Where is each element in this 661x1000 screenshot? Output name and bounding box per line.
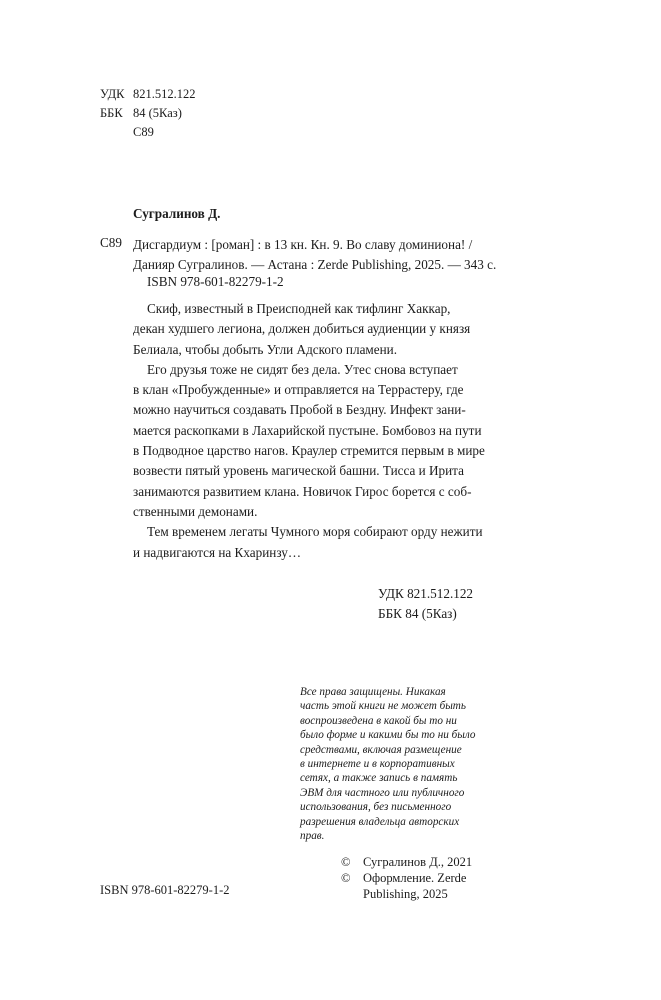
annotation-line: занимаются развитием клана. Новичок Гирос борется с соб- [133,483,472,499]
author-mark-row [100,124,196,143]
annotation-line: в Подводное царство нагов. Краулер стремится первым в мире [133,443,485,459]
copyright-icon: © [341,855,351,869]
annotation-line: и надвигаются на Кхаринзу… [133,544,302,560]
classification-block [100,86,196,143]
isbn-bottom: ISBN 978-601-82279-1-2 [100,883,230,897]
annotation-paragraph-2 [133,360,493,522]
annotation [133,299,493,563]
annotation-line: Его друзья тоже не сидят без дела. Утес снова вступает [147,361,458,377]
rights-line: часть этой книги не может быть [300,700,466,713]
rights-line: средствами, включая размещение [300,743,462,756]
bottom-classification [378,584,473,624]
bibliographic-description [133,235,496,276]
rights-line: разрешения владельца авторских [300,815,460,828]
annotation-line: в клан «Пробужденные» и отправляется на Террастеру, где [133,382,464,398]
copyright-row-1 [341,854,472,870]
annotation-line: Белиала, чтобы добыть Угли Адского пламени. [133,341,398,357]
author-mark: С89 [133,125,154,139]
udk-row [100,86,196,105]
annotation-paragraph-1 [133,299,493,360]
annotation-line: мается раскопками в Лахарийской пустыне. Бомбовоз на пути [133,422,482,438]
copyright-author: Сугралинов Д., 2021 [363,855,473,869]
annotation-line: можно научиться создавать Пробой в Бездну. Инфект зани- [133,402,466,418]
biblio-line-1: Дисгардиум : [роман] : в 13 кн. Кн. 9. Во славу доминиона! / [133,237,473,252]
udk-value: 821.512.122 [133,87,196,101]
rights-line: воспроизведена в какой бы то ни [300,714,457,727]
copyright-icon: © [341,871,351,885]
biblio-author-mark: С89 [100,235,122,250]
annotation-line: Тем временем легаты Чумного моря собирают орду нежити [147,524,483,540]
copyright-design-line-1: Оформление. Zerde [363,871,467,885]
rights-line: сетях, а также запись в память [300,772,458,785]
rights-line: в интернете и в корпоративных [300,758,455,771]
annotation-paragraph-3 [133,522,493,563]
rights-line: Все права защищены. Никакая [300,686,446,698]
copyright-design-line-2: Publishing, 2025 [363,887,448,901]
rights-line: прав. [300,830,325,843]
annotation-line: возвести пятый уровень магической башни. Тисса и Ирита [133,463,464,479]
biblio-line-2: Данияр Сугралинов. — Астана : Zerde Publishing, 2025. — 343 с. [133,257,497,273]
annotation-line: декан худшего легиона, должен добиться аудиенции у князя [133,321,471,337]
udk-label: УДК [100,87,125,101]
bbk-row [100,105,196,124]
rights-line: было форме и какими бы то ни было [300,729,476,742]
bottom-bbk: ББК 84 (5Каз) [378,606,457,621]
rights-line: использования, без письменного [300,801,452,814]
biblio-isbn: ISBN 978-601-82279-1-2 [147,274,284,289]
annotation-line: Скиф, известный в Преисподней как тифлинг Хаккар, [147,301,451,316]
copyright-row-2 [341,870,472,886]
bbk-value: 84 (5Каз) [133,106,182,120]
copyright-block [341,854,472,902]
rights-line: ЭВМ для частного или публичного [300,786,465,799]
author-heading: Сугралинов Д. [133,206,221,221]
annotation-line: ственными демонами. [133,503,258,519]
bottom-udk: УДК 821.512.122 [378,586,474,601]
bbk-label: ББК [100,106,123,120]
rights-notice [300,685,488,843]
